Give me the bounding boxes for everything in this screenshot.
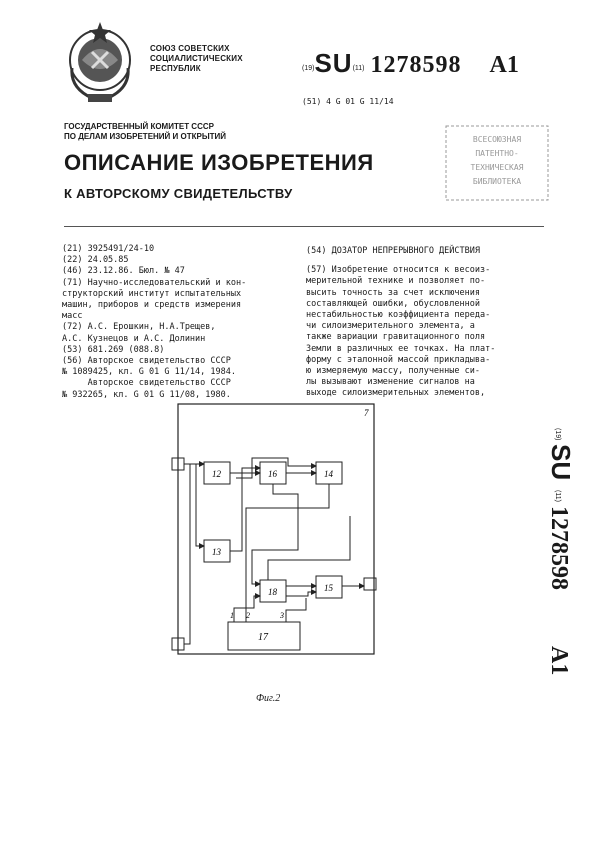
- label-12: 12: [212, 469, 221, 479]
- label-15: 15: [324, 583, 333, 593]
- document-subtitle: К АВТОРСКОМУ СВИДЕТЕЛЬСТВУ: [64, 186, 293, 201]
- label-7: 7: [364, 408, 369, 418]
- biblio-line: (72) А.С. Ерошкин, Н.А.Трещев,: [62, 322, 216, 333]
- vertical-code-19: (19): [554, 428, 561, 441]
- stamp-line-3: ТЕХНИЧЕСКАЯ: [470, 163, 524, 172]
- biblio-line: Авторское свидетельство СССР: [62, 378, 231, 389]
- abstract-line: выходе силоизмерительных элементов,: [306, 388, 486, 399]
- abstract-line: составляющей ошибки, обусловленной: [306, 298, 480, 309]
- block-diagram: [168, 400, 380, 686]
- vertical-number: 1278598: [546, 506, 572, 590]
- biblio-line: (53) 681.269 (088.8): [62, 344, 165, 355]
- publication-number: (19)SU(11) 1278598 A1: [302, 48, 519, 78]
- biblio-line: (71) Научно-исследовательский и кон-: [62, 277, 247, 288]
- biblio-line: (21) 3925491/24-10: [62, 244, 155, 254]
- outer-frame: [178, 404, 374, 654]
- abstract-line: форму с эталонной массой прикладыва-: [306, 354, 491, 365]
- abstract-line: мерительной технике и позволяет по-: [306, 276, 486, 287]
- port-label-1: 1: [230, 611, 234, 620]
- label-14: 14: [324, 469, 333, 479]
- state-emblem-icon: [62, 18, 138, 108]
- document-title: ОПИСАНИЕ ИЗОБРЕТЕНИЯ: [64, 150, 374, 175]
- abstract-line: чи силоизмерительного элемента, а: [306, 321, 475, 332]
- figure-caption: Фиг.2: [256, 693, 281, 704]
- abstract-line: Земли в различных ее точках. На плат-: [306, 343, 496, 354]
- biblio-line: № 932265, кл. G 01 G 11/08, 1980.: [62, 389, 231, 400]
- library-stamp: [444, 124, 550, 202]
- label-13: 13: [212, 547, 221, 557]
- vertical-patent-number: [522, 424, 576, 700]
- vertical-kind: A1: [546, 646, 572, 676]
- port-label-2: 2: [246, 611, 250, 620]
- stamp-line-4: БИБЛИОТЕКА: [472, 177, 522, 186]
- biblio-line: (46) 23.12.86. Бюл. № 47: [62, 266, 185, 277]
- biblio-line: структорский институт испытательных: [62, 288, 242, 299]
- vertical-country: SU: [546, 444, 576, 481]
- abstract-column: [306, 246, 542, 400]
- stamp-line-2: ПАТЕНТНО-: [475, 149, 519, 158]
- biblio-line: (22) 24.05.85: [62, 255, 129, 266]
- label-17: 17: [258, 632, 268, 643]
- abstract-line: ю измеряемую массу, полученные си-: [306, 366, 480, 377]
- biblio-line: № 1089425, кл. G 01 G 11/14, 1984.: [62, 367, 236, 378]
- invention-title: (54) ДОЗАТОР НЕПРЕРЫВНОГО ДЕЙСТВИЯ: [306, 246, 480, 256]
- stamp-line-1: ВСЕСОЮЗНАЯ: [472, 135, 522, 144]
- bibliographic-data: [62, 244, 292, 401]
- header-divider: [64, 226, 544, 227]
- abstract-line: высить точность за счет исключения: [306, 287, 480, 298]
- abstract-line: (57) Изобретение относится к весоиз-: [306, 265, 491, 276]
- vertical-code-11: (11): [554, 490, 561, 502]
- label-18: 18: [268, 587, 277, 597]
- port-label-3: 3: [280, 611, 284, 620]
- abstract-line: лы вызывают изменение сигналов на: [306, 377, 475, 388]
- biblio-line: (56) Авторское свидетельство СССР: [62, 356, 231, 367]
- ipc-classification: (51) 4 G 01 G 11/14: [302, 97, 394, 106]
- biblio-line: машин, приборов и средств измерения: [62, 300, 242, 311]
- country-name: СОЮЗ СОВЕТСКИХ СОЦИАЛИСТИЧЕСКИХ РЕСПУБЛИК: [150, 44, 243, 73]
- biblio-line: А.С. Кузнецов и А.С. Долинин: [62, 333, 206, 344]
- biblio-line: масс: [62, 311, 83, 322]
- abstract-line: нестабильностью коэффициента переда-: [306, 310, 491, 321]
- abstract-line: также вариации гравитационного поля: [306, 332, 486, 343]
- committee-name: ГОСУДАРСТВЕННЫЙ КОМИТЕТ СССР ПО ДЕЛАМ ИЗОБРЕТЕНИЙ И ОТКРЫТИЙ: [64, 122, 227, 141]
- label-16: 16: [268, 469, 277, 479]
